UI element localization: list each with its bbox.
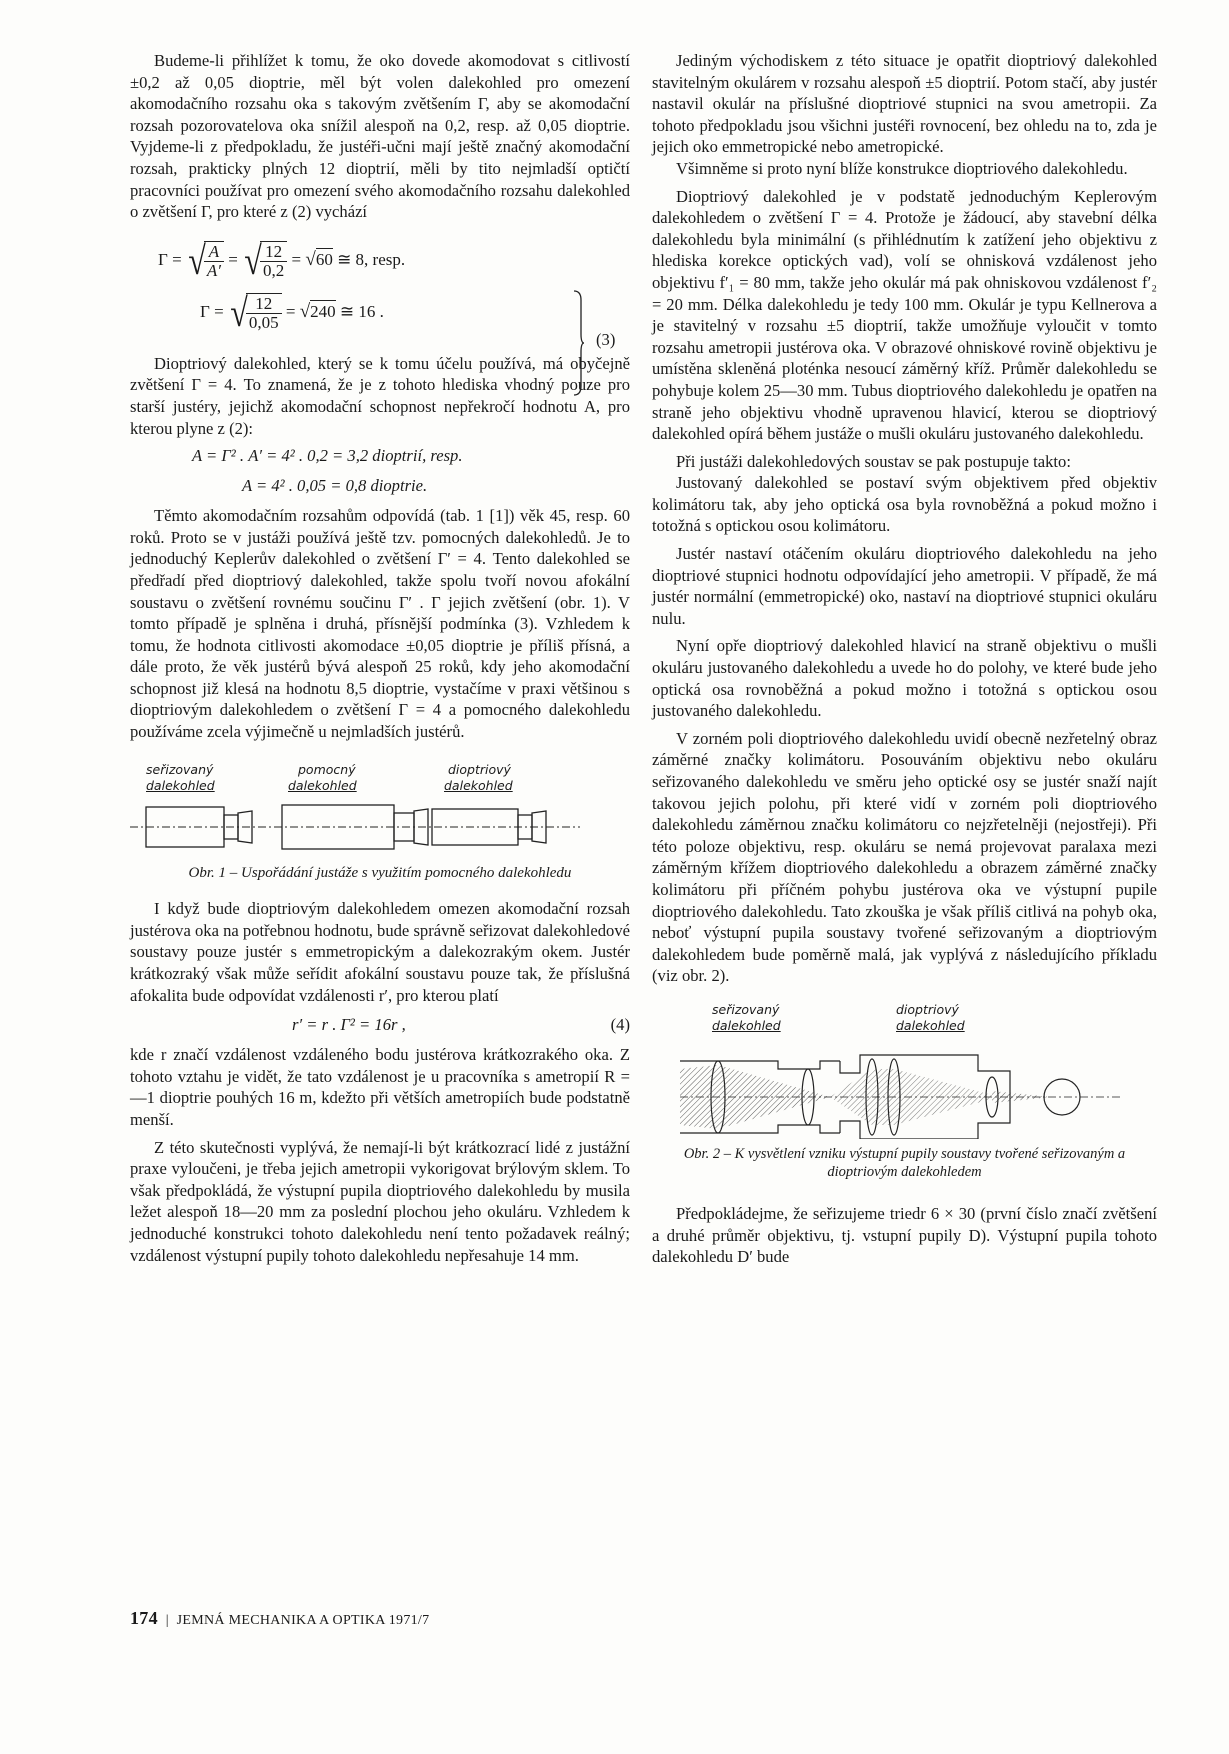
paragraph: Z této skutečnosti vyplývá, že nemají-li být krátkozrací lidé z justážní praxe vyloučeni, je třeba jejich ametropii vykorigovat brýlovým sklem. To však předpokládá, že výstupní pupila dioptriového dalekohledu by musila ležet alespoň 18—20 mm za poslední plochou jeho okuláru. Vzhledem k jednoduché konstrukci tohoto dalekohledu není tento požadavek reálný; vzdálenost výstupní pupily tohoto dalekohledu nepřesahuje 14 mm.	[130, 1137, 630, 1265]
journal-name: JEMNÁ MECHANIKA A OPTIKA 1971/7	[176, 1613, 430, 1628]
paragraph: Justovaný dalekohled se postaví svým objektivem před objektiv kolimátoru tak, aby jeho optická osa byla rovnoběžná a pokud možno i totožná s optickou osou kolimátoru.	[652, 473, 1157, 536]
paragraph: Nyní opře dioptriový dalekohled hlavicí na straně objektivu o mušli okuláru justovaného dalekohledu a uvede ho do polohy, ve které bude jeho optická osa rovnoběžná a pokud možno i totožná s optickou osou justovaného dalekohledu.	[652, 636, 1157, 721]
figure-1-caption: Obr. 1 – Uspořádání justáže s využitím pomocného dalekohledu	[188, 864, 572, 881]
paragraph: Při justáži dalekohledových soustav se pak postupuje takto:	[676, 451, 1071, 471]
paragraph: Všimněme si proto nyní blíže konstrukce dioptriového dalekohledu.	[676, 158, 1128, 178]
formula-radicand: 60	[315, 249, 333, 269]
figure-1	[130, 757, 630, 857]
equation-4: r′ = r . Γ² = 16r , (4)	[292, 1015, 630, 1035]
fig-label: dalekohled	[896, 1017, 965, 1033]
formula-result: ≅ 8, resp.	[337, 249, 406, 269]
paragraph: V zorném poli dioptriového dalekohledu uvidí obecně nezřetelný obraz záměrné značky kolimátoru. Posouváním objektivu nebo okuláru seřizovaného dalekohledu ve směru jeho optické osy se justér snaží najít takovou jejich polohu, při které vidí v zorném poli dioptriového dalekohledu záměrnou značku kolimátoru co nejzřetelněji (nejostřeji). Při této poloze objektivu, resp. okuláru se nemá projevovat paralaxa mezi záměrným křížem dioptriového dalekohledu a obrazem záměrné značky kolimátoru při příčném pohybu justérova oka ve výstupní pupile dioptriového dalekohledu. Tato zkouška je však příliš citlivá na pohyb oka, neboť výstupní pupila soustavy tvořené seřizovaným a dioptriovým dalekohledem bude poměrně malá, jak vyplývá z následujícího příkladu (viz obr. 2).	[652, 728, 1157, 986]
formula-equals: =	[285, 301, 296, 321]
fig-label: dalekohled	[444, 777, 513, 793]
formula-3: Γ = √ $\frac{A}{A'}$ = √ $\frac{12}{0,2}$ = √60 ≅ 8, resp. Γ = √ $\frac{12}{0,05}$ = √240 ≅ 16 .	[158, 237, 406, 335]
formula-equals: =	[228, 249, 238, 269]
fig-label: pomocný	[298, 761, 356, 777]
paragraph: Předpokládejme, že seřizujeme triedr 6 × 30 (první číslo značí zvětšení a druhé průměr objektivu, tj. vstupní pupily D). Výstupní pupila tohoto dalekohledu D′ bude	[652, 1203, 1157, 1267]
fig-label: dalekohled	[288, 777, 357, 793]
formula-numerator: 12	[260, 243, 287, 262]
equation-a1: A = Γ² . A′ = 4² . 0,2 = 3,2 dioptrií, resp.	[192, 446, 463, 466]
formula-radicand: 240	[310, 301, 336, 321]
fig-label: seřizovaný	[712, 1001, 780, 1017]
figure-2	[652, 999, 1157, 1139]
exit-pupil-diagram	[680, 999, 1150, 1139]
radical-sign: √	[188, 237, 206, 283]
equation-number: (3)	[596, 330, 616, 349]
paragraph: Jediným východiskem z této situace je opatřit dioptriový dalekohled stavitelným okulárem v rozsahu alespoň ±5 dioptrií. Potom stačí, aby justér nastavil okulár na příslušné dioptriové stupnici na svou ametropii. Za tohoto předpokladu jsou všichni justéři rovnocení, bez ohledu na to, zda je jejich oko emmetropické nebo ametropické.	[652, 51, 1157, 157]
telescope-arrangement-diagram	[130, 757, 630, 857]
formula-denominator: 0,2	[263, 261, 285, 281]
paragraph: kde r značí vzdálenost vzdáleného bodu justérova krátkozrakého oka. Z tohoto vztahu je vidět, že tato vzdálenost je u pracovníka s ametropií R = —1 dioptrie pouhých 16 m, kdežto při větších ametropiích bude podstatně menší.	[130, 1045, 630, 1129]
paragraph: Budeme-li přihlížet k tomu, že oko dovede akomodovat s citlivostí ±0,2 až 0,05 dioptrie, měl být volen dalekohled pro omezení akomodačního rozsahu oka s takovým zvětšením Γ, aby se akomodační rozsah pozorovatelova oka snížil alespoň na 0,2, resp. až 0,05 dioptrie. Vyjdeme-li z předpokladu, že justéři-učni mají ještě značný akomodační rozsah, prakticky plných 12 dioptrií, měli by tito nejmladší optičtí pracovníci používat pro omezení svého akomodačního rozsahu dalekohled o zvětšení Γ, pro které z (2) vychází	[130, 51, 630, 222]
paragraph: Těmto akomodačním rozsahům odpovídá (tab. 1 [1]) věk 45, resp. 60 roků. Proto se v justáži používá ještě tzv. pomocných dalekohledů. Je to jednoduchý Keplerův dalekohled o zvětšení Γ′ = 4. Tento dalekohled se předřadí před dioptriový dalekohled, takže spolu tvoří novou afokální soustavu o zvětšení rovnému součinu Γ′ . Γ jejich zvětšení (obr. 1). V tomto případě je splněna i druhá, přísnější podmínka (3). Vzhledem k tomu, že hodnota citlivosti akomodace ±0,05 dioptrie je příliš přísná, a dále proto, že věk justérů bývá alespoň 25 roků, kdy jeho akomodační schopnost již klesá na hodnotu 8,5 dioptrie, vystačíme v praxi většinou s dioptriovým dalekohledem o zvětšení Γ = 4 a pomocného dalekohledu používáme zcela výjimečně u nejmladších justérů.	[130, 506, 630, 742]
formula-denominator: 0,05	[248, 313, 279, 333]
equation-a2: A = 4² . 0,05 = 0,8 dioptrie.	[242, 476, 428, 496]
formula-denominator: A′	[206, 261, 221, 281]
radical-sign: √	[244, 237, 262, 283]
paragraph: Dioptriový dalekohled je v podstatě jednoduchým Keplerovým dalekohledem o zvětšení Γ = 4. Protože je žádoucí, aby stavební délka dalekohledu byla minimální (s přihlédnutím k zatížení jeho objektivu z hlediska korekce optických vad), volí se ohnisková vzdálenost jeho objektivu f′₁ = 80 mm, takže jeho okulár má pak ohniskovou vzdálenost f′₂ = 20 mm. Délka dalekohledu je tedy 100 mm. Okulár je typu Kellnerova a je stavitelný v rozsahu ±5 dioptrií, takže umožňuje vyloučit v tomto rozsahu ametropii justérova oka. V obrazové ohniskové rovině objektivu je umístěna skleněná ploténka nesoucí záměrný kříž. Průměr dalekohledu se pohybuje kolem 25—30 mm. Tubus dioptriového dalekohledu je opatřen na straně jeho objektivu vhodně upravenou hlavicí, kterou se dioptriový dalekohled opírá během justáže o mušli okuláru justovaného dalekohledu.	[652, 186, 1157, 444]
fig-label: seřizovaný	[146, 761, 214, 777]
formula-numerator: 12	[246, 295, 282, 314]
page-number: 174	[130, 1608, 158, 1628]
footer-divider: |	[165, 1613, 169, 1628]
paragraph: Dioptriový dalekohled, který se k tomu účelu používá, má obyčejně zvětšení Γ = 4. To znamená, že je z tohoto hlediska vhodný pouze pro starší justéry, jejichž akomodační schopnost nepřekročí hodnotu A, pro kterou plyne z (2):	[130, 353, 630, 438]
paragraph: Justér nastaví otáčením okuláru dioptriového dalekohledu na jeho dioptriové stupnici hodnotu odpovídající jeho ametropii. V případě, že má justér normální (emmetropické) oko, nastaví na dioptriové stupnici okuláru nulu.	[652, 544, 1157, 628]
page-footer	[130, 1608, 429, 1629]
formula-result: ≅ 16 .	[339, 301, 384, 321]
fig-label: dioptriový	[896, 1001, 959, 1017]
formula-gamma: Γ =	[158, 249, 182, 269]
left-column	[130, 50, 630, 1266]
radical-sign: √	[230, 289, 248, 335]
formula-gamma: Γ =	[200, 301, 224, 321]
fig-label: dalekohled	[712, 1017, 781, 1033]
figure-2-caption: Obr. 2 – K vysvětlení vzniku výstupní pupily soustavy tvořené seřizovaným a dioptriovým dalekohledem	[683, 1145, 1126, 1180]
formula-numerator: A	[204, 243, 224, 262]
fig-label: dalekohled	[146, 777, 215, 793]
right-column	[652, 50, 1157, 1268]
formula-equals: =	[291, 249, 302, 269]
paragraph: I když bude dioptriovým dalekohledem omezen akomodační rozsah justérova oka na potřebnou hodnotu, bude správně seřizovat dalekohledové soustavy pouze justér s emmetropickým a dalekozrakým okem. Justér krátkozraký však může seřídit afokální soustavu pouze tak, že příslušná afokalita bude odpovídat vzdálenosti r′, pro kterou platí	[130, 899, 630, 1005]
fig-label: dioptriový	[448, 761, 511, 777]
equation-brace	[573, 290, 585, 396]
